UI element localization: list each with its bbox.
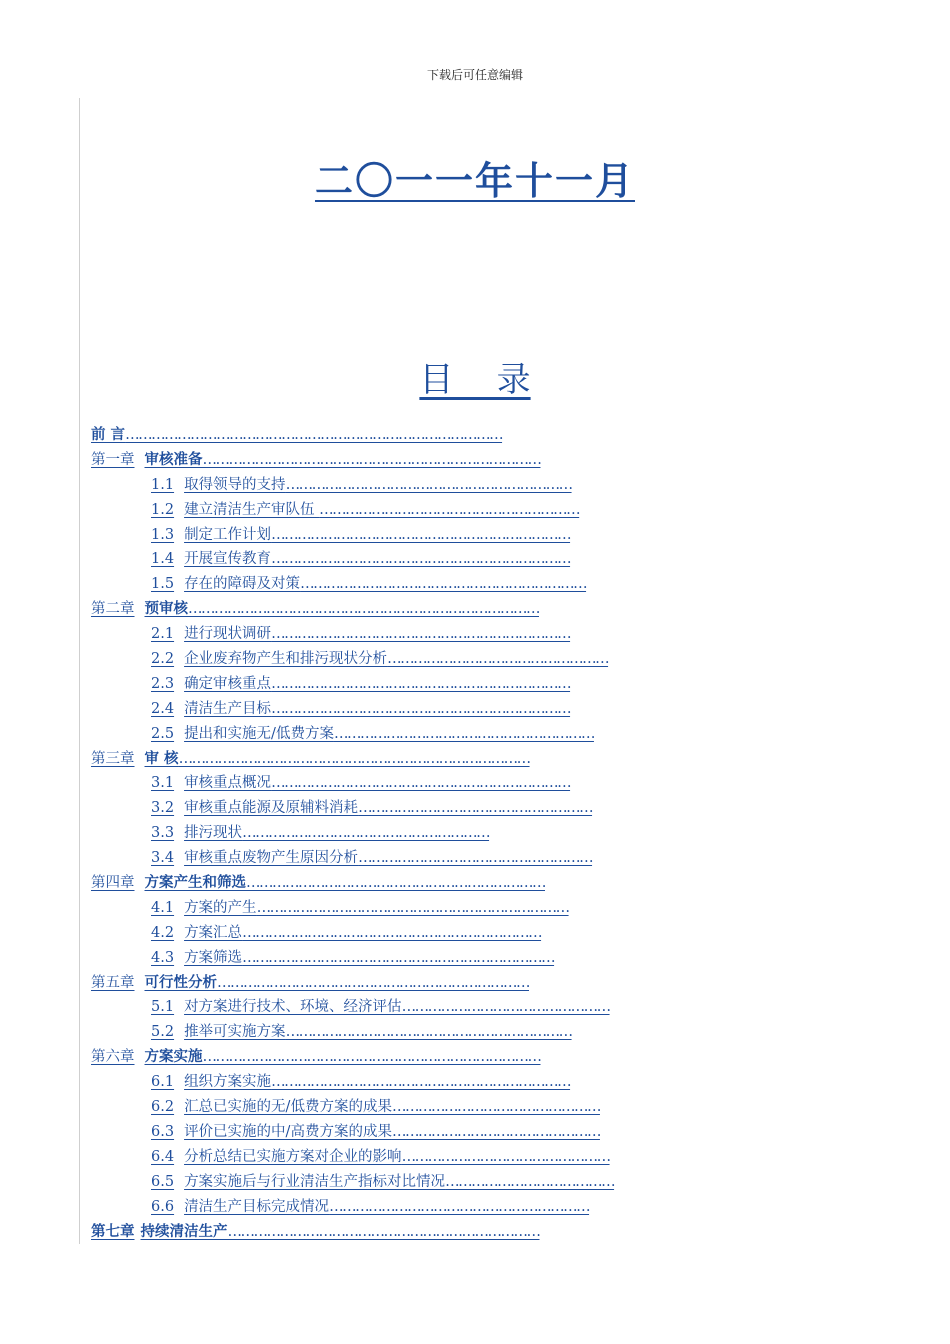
- toc-entry-leader-dots: …………………………………………………: [242, 825, 490, 842]
- toc-entry-leader-dots: ………………………………………………………………: [227, 1223, 540, 1240]
- date-title: [0, 150, 950, 205]
- toc-entry-title: 确定审核重点: [184, 675, 272, 692]
- toc-entry-title: 可行性分析: [144, 974, 217, 991]
- toc-entry-link[interactable]: [151, 477, 572, 493]
- toc-entry-leader-dots: ……………………………………………………………: [271, 675, 571, 692]
- toc-entry-leader-dots: ……………………………………………………: [319, 501, 580, 518]
- toc-section-row: [91, 498, 731, 523]
- toc-entry-link[interactable]: [151, 676, 570, 692]
- toc-entry-title: 清洁生产目标: [184, 700, 272, 717]
- toc-entry-leader-dots: ……………………………………………: [387, 651, 609, 668]
- toc-entry-leader-dots: ……………………………………………………………: [246, 875, 545, 892]
- toc-entry-link[interactable]: [151, 576, 586, 592]
- toc-entry-title: 推举可实施方案: [184, 1024, 286, 1041]
- toc-entry-link[interactable]: [151, 1099, 600, 1115]
- toc-entry-link[interactable]: [151, 551, 570, 567]
- toc-section-row: [91, 1195, 731, 1220]
- toc-entry-number: 3.2: [151, 800, 175, 817]
- toc-section-row: [91, 1095, 731, 1120]
- toc-section-row: [91, 622, 731, 647]
- toc-chapter-row: [91, 971, 731, 996]
- toc-entry-leader-dots: ………………………………………………: [358, 800, 593, 817]
- toc-entry-link[interactable]: [151, 1174, 614, 1190]
- toc-entry-link[interactable]: [151, 999, 610, 1015]
- toc-entry-title: 分析总结已实施方案对企业的影响: [184, 1148, 402, 1165]
- toc-entry-number: 第三章: [91, 750, 135, 767]
- toc-section-row: [91, 473, 731, 498]
- toc-entry-link[interactable]: [151, 701, 570, 717]
- toc-entry-link[interactable]: [151, 1199, 589, 1215]
- toc-entry-leader-dots: …………………………………………: [401, 999, 610, 1016]
- toc-entry-leader-dots: ……………………………………………………………: [271, 526, 571, 543]
- toc-chapter-row: [91, 1045, 731, 1070]
- toc-entry-title: 企业废弃物产生和排污现状分析: [184, 651, 388, 668]
- toc-entry-number: 1.3: [151, 526, 175, 543]
- toc-entry-title: 方案的产生: [184, 899, 257, 916]
- toc-entry-link[interactable]: [151, 775, 570, 791]
- toc-entry-link[interactable]: [151, 850, 592, 866]
- toc-chapter-row: [91, 423, 731, 448]
- toc-entry-leader-dots: …………………………………………………………: [300, 576, 587, 593]
- toc-entry-title: 进行现状调研: [184, 626, 272, 643]
- toc-entry-number: 前 言: [91, 427, 126, 443]
- toc-entry-leader-dots: ………………………………………………………………………: [188, 601, 539, 618]
- toc-entry-link[interactable]: [151, 651, 608, 667]
- toc-entry-title: 审核重点概况: [184, 775, 272, 792]
- toc-entry-title: 审核重点能源及原辅料消耗: [184, 800, 359, 817]
- toc-entry-title: 预审核: [144, 601, 188, 618]
- toc-entry-title: 汇总已实施的无/低费方案的成果: [184, 1099, 392, 1116]
- toc-chapter-row: [91, 747, 731, 772]
- toc-section-row: [91, 896, 731, 921]
- toc-entry-link[interactable]: [151, 1124, 600, 1140]
- toc-entry-number: 4.3: [151, 949, 175, 966]
- toc-entry-leader-dots: ……………………………………………………………: [271, 700, 571, 717]
- toc-entry-link[interactable]: [91, 975, 529, 991]
- toc-entry-number: 第一章: [91, 451, 135, 468]
- toc-entry-link[interactable]: [151, 1149, 610, 1165]
- toc-entry-leader-dots: ……………………………………………………: [329, 1198, 590, 1215]
- toc-entry-number: 2.4: [151, 700, 175, 717]
- toc-chapter-row: [91, 597, 731, 622]
- toc-entry-number: 3.3: [151, 825, 175, 842]
- toc-section-row: [91, 672, 731, 697]
- toc-entry-number: 6.4: [151, 1148, 175, 1165]
- toc-entry-title: 对方案进行技术、环境、经济评估: [184, 999, 402, 1016]
- toc-entry-title: 组织方案实施: [184, 1074, 272, 1091]
- toc-entry-title: 评价已实施的中/高费方案的成果: [184, 1123, 392, 1140]
- toc-entry-leader-dots: ……………………………………………………………: [242, 924, 542, 941]
- toc-entry-title: 清洁生产目标完成情况: [184, 1198, 330, 1215]
- toc-entry-leader-dots: …………………………………………………………: [285, 1024, 572, 1041]
- toc-entry-link[interactable]: [91, 751, 530, 767]
- toc-entry-title: 方案产生和筛选: [144, 875, 246, 892]
- toc-entry-link[interactable]: [151, 1024, 572, 1040]
- toc-entry-number: 2.5: [151, 725, 175, 742]
- toc-entry-link[interactable]: [151, 626, 570, 642]
- toc-entry-title: 方案实施后与行业清洁生产指标对比情况: [184, 1173, 446, 1190]
- toc-entry-leader-dots: …………………………………………: [401, 1148, 610, 1165]
- toc-entry-leader-dots: ………………………………………………………………………: [178, 750, 530, 767]
- toc-entry-leader-dots: …………………………………………………………: [285, 476, 572, 493]
- toc-entry-number: 2.3: [151, 675, 175, 692]
- toc-entry-link[interactable]: [91, 1049, 541, 1065]
- toc-entry-link[interactable]: [151, 950, 554, 966]
- toc-section-row: [91, 523, 731, 548]
- toc-entry-number: 第七章: [91, 1223, 135, 1240]
- toc-entry-link[interactable]: [151, 502, 579, 518]
- toc-entry-leader-dots: …………………………………: [445, 1173, 615, 1190]
- toc-entry-number: 3.1: [151, 775, 175, 792]
- toc-entry-title: 排污现状: [184, 825, 243, 842]
- toc-entry-leader-dots: …………………………………………: [391, 1123, 600, 1140]
- toc-chapter-row: [91, 871, 731, 896]
- toc-entry-leader-dots: ……………………………………………………………: [271, 1074, 571, 1091]
- page-margin-line: [79, 98, 80, 1244]
- toc-entry-link[interactable]: [151, 900, 569, 916]
- toc-entry-link[interactable]: [91, 875, 545, 891]
- toc-entry-number: 1.2: [151, 501, 175, 518]
- toc-entry-leader-dots: ……………………………………………………………: [271, 626, 571, 643]
- toc-entry-title: 提出和实施无/低费方案: [184, 725, 334, 742]
- toc-entry-number: 第四章: [91, 875, 135, 892]
- toc-entry-number: 2.1: [151, 626, 175, 643]
- toc-section-row: [91, 946, 731, 971]
- toc-entry-link[interactable]: [151, 825, 489, 841]
- toc-entry-number: 4.1: [151, 899, 175, 916]
- toc-section-row: [91, 647, 731, 672]
- toc-section-row: [91, 1070, 731, 1095]
- toc-entry-number: 6.1: [151, 1074, 175, 1091]
- toc-entry-number: 1.5: [151, 576, 175, 593]
- toc-chapter-row: [91, 1220, 731, 1245]
- toc-entry-number: 2.2: [151, 651, 175, 668]
- toc-entry-link[interactable]: [151, 726, 594, 742]
- toc-entry-leader-dots: ……………………………………………………………: [271, 551, 571, 568]
- toc-entry-link[interactable]: [151, 800, 592, 816]
- toc-entry-title: 审核准备: [144, 451, 203, 468]
- toc-title: [0, 352, 950, 401]
- toc-entry-number: 6.3: [151, 1123, 175, 1140]
- toc-section-row: [91, 1120, 731, 1145]
- toc-entry-number: 5.1: [151, 999, 175, 1016]
- toc-section-row: [91, 547, 731, 572]
- toc-entry-link[interactable]: [151, 925, 541, 941]
- toc-entry-title: 建立清洁生产审队伍: [184, 501, 320, 518]
- toc-entry-leader-dots: ……………………………………………………………………………: [125, 427, 503, 443]
- toc-entry-title: 方案实施: [144, 1049, 203, 1066]
- toc-entry-leader-dots: …………………………………………: [391, 1099, 600, 1116]
- toc-entry-number: 6.6: [151, 1198, 175, 1215]
- toc-entry-leader-dots: ……………………………………………………………………: [202, 451, 541, 468]
- header-note: 下载后可任意编辑: [426, 68, 523, 82]
- toc-entry-link[interactable]: [91, 601, 539, 617]
- toc-entry-title: 制定工作计划: [184, 526, 272, 543]
- toc-entry-number: 6.2: [151, 1099, 175, 1116]
- toc-entry-number: 第六章: [91, 1049, 135, 1066]
- toc-entry-leader-dots: ……………………………………………………: [333, 725, 594, 742]
- toc-entry-title: 持续清洁生产: [140, 1223, 228, 1240]
- toc-section-row: [91, 846, 731, 871]
- toc-section-row: [91, 697, 731, 722]
- toc-entry-title: 审核重点废物产生原因分析: [184, 850, 359, 867]
- toc-entry-title: 开展宣传教育: [184, 551, 272, 568]
- toc-entry-number: 1.4: [151, 551, 175, 568]
- toc-section-row: [91, 921, 731, 946]
- table-of-contents: [91, 423, 731, 1244]
- toc-entry-number: 4.2: [151, 924, 175, 941]
- toc-entry-link[interactable]: [91, 1224, 540, 1240]
- toc-entry-title: 方案汇总: [184, 924, 243, 941]
- toc-entry-title: 审 核: [144, 750, 179, 767]
- toc-entry-number: 6.5: [151, 1173, 175, 1190]
- toc-section-row: [91, 771, 731, 796]
- toc-chapter-row: [91, 448, 731, 473]
- toc-section-row: [91, 821, 731, 846]
- toc-entry-title: 存在的障碍及对策: [184, 576, 301, 593]
- toc-entry-number: 1.1: [151, 476, 175, 493]
- toc-entry-number: 3.4: [151, 850, 175, 867]
- toc-entry-title: 取得领导的支持: [184, 476, 286, 493]
- toc-entry-number: 第五章: [91, 974, 135, 991]
- date-title-text: 二〇一一年十一月: [314, 159, 635, 203]
- toc-entry-leader-dots: ………………………………………………………………: [217, 974, 529, 991]
- toc-entry-leader-dots: ………………………………………………………………: [256, 899, 569, 916]
- toc-section-row: [91, 796, 731, 821]
- toc-entry-link[interactable]: [151, 527, 570, 543]
- toc-entry-number: 5.2: [151, 1024, 175, 1041]
- toc-section-row: [91, 1145, 731, 1170]
- toc-entry-number: 第二章: [91, 601, 135, 618]
- toc-title-text: 目 录: [419, 360, 531, 400]
- toc-section-row: [91, 1170, 731, 1195]
- toc-section-row: [91, 995, 731, 1020]
- toc-entry-title: 方案筛选: [184, 949, 243, 966]
- toc-section-row: [91, 572, 731, 597]
- toc-entry-leader-dots: ………………………………………………: [358, 850, 593, 867]
- toc-section-row: [91, 1020, 731, 1045]
- toc-entry-link[interactable]: [91, 427, 502, 443]
- toc-entry-link[interactable]: [151, 1074, 570, 1090]
- toc-entry-leader-dots: ………………………………………………………………: [242, 949, 555, 966]
- toc-entry-link[interactable]: [91, 452, 541, 468]
- toc-section-row: [91, 722, 731, 747]
- toc-entry-leader-dots: ……………………………………………………………: [271, 775, 571, 792]
- toc-entry-leader-dots: ……………………………………………………………………: [202, 1049, 541, 1066]
